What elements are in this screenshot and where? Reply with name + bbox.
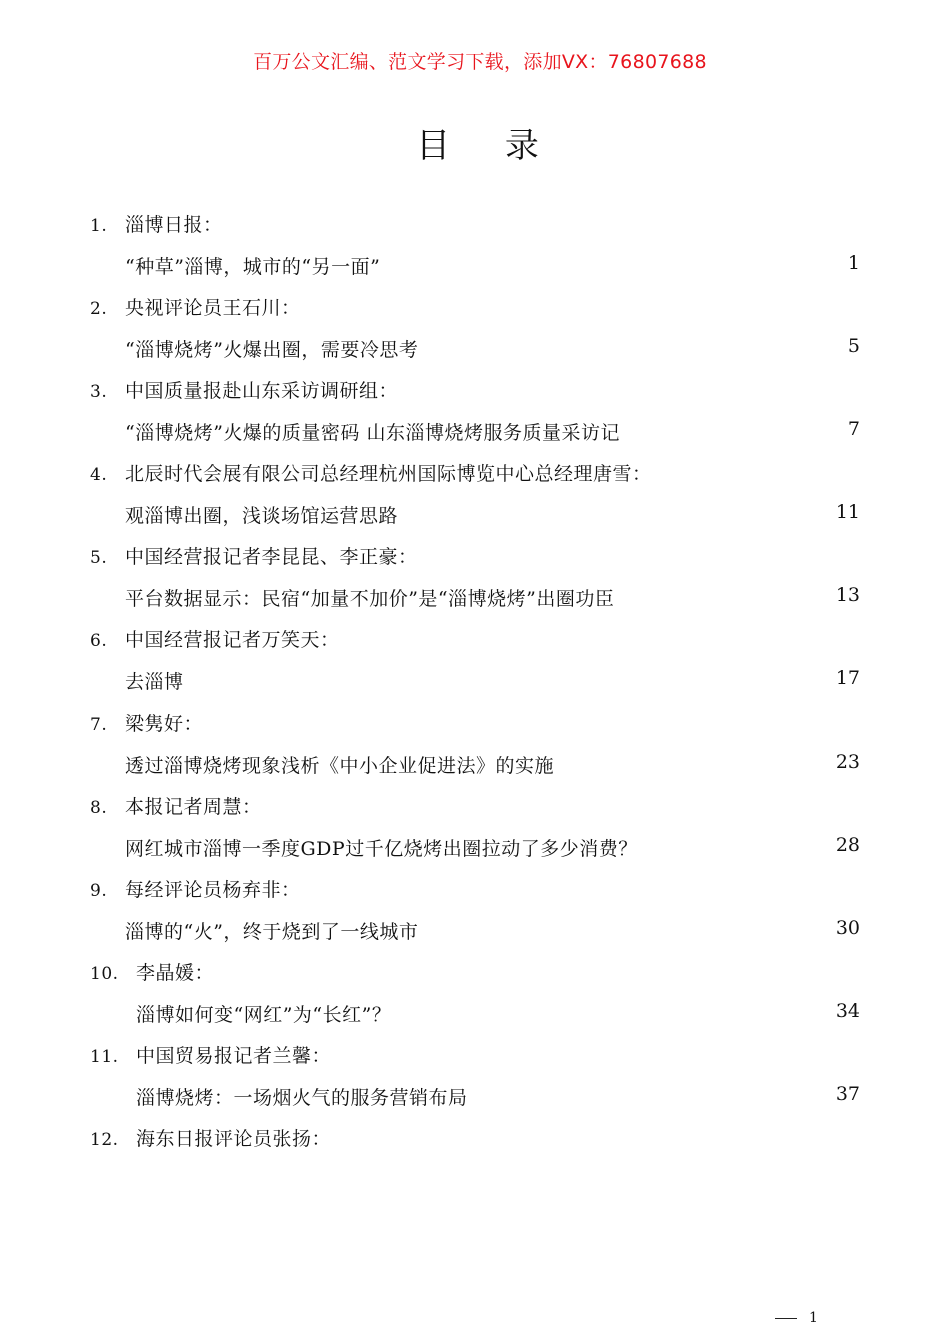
toc-entry-number: 12. bbox=[90, 1130, 119, 1151]
toc-entry-10[interactable] bbox=[0, 952, 950, 1035]
toc-entry-article: “种草”淄博，城市的“另一面” bbox=[125, 256, 381, 278]
toc-entry-4[interactable] bbox=[0, 453, 950, 536]
toc-entry-number: 2. bbox=[90, 299, 108, 320]
toc-entry-number: 4. bbox=[90, 465, 108, 486]
toc-entry-source: 本报记者周慧： bbox=[125, 795, 262, 818]
toc-entry-article: 淄博如何变“网红”为“长红”？ bbox=[136, 1003, 392, 1026]
toc-entry-12[interactable] bbox=[0, 1118, 950, 1201]
toc-entry-number: 9. bbox=[90, 880, 108, 901]
toc-entry-heading bbox=[90, 210, 223, 237]
toc-entry-page: 1 bbox=[847, 252, 860, 274]
toc-entry-9[interactable] bbox=[0, 869, 950, 952]
toc-entry-heading bbox=[90, 709, 203, 736]
toc-entry-page: 13 bbox=[835, 584, 860, 607]
toc-entry-heading bbox=[90, 625, 340, 652]
toc-entry-heading bbox=[90, 376, 398, 403]
toc-entry-5[interactable] bbox=[0, 536, 950, 619]
toc-entry-page: 17 bbox=[835, 667, 860, 690]
toc-entry-source: 北辰时代会展有限公司总经理杭州国际博览中心总经理唐雪： bbox=[125, 463, 652, 486]
page-footer bbox=[775, 1310, 818, 1326]
toc-entry-page: 37 bbox=[835, 1082, 860, 1105]
toc-entry-page: 23 bbox=[835, 750, 860, 773]
toc-entry-source: 中国经营报记者万笑天： bbox=[125, 629, 340, 652]
toc-entry-source: 淄博日报： bbox=[125, 214, 223, 236]
toc-entry-page: 34 bbox=[835, 999, 860, 1022]
toc-entry-article: 网红城市淄博一季度GDP过千亿烧烤出圈拉动了多少消费？ bbox=[125, 837, 638, 860]
toc-entry-source: 央视评论员王石川： bbox=[125, 297, 301, 320]
toc-entry-heading bbox=[90, 1124, 331, 1151]
toc-entry-11[interactable] bbox=[0, 1035, 950, 1118]
toc-entry-number: 11. bbox=[90, 1046, 119, 1067]
toc-entry-page: 7 bbox=[847, 418, 860, 441]
toc-entry-2[interactable] bbox=[0, 287, 950, 370]
toc-entry-heading bbox=[90, 293, 301, 320]
page-title: 目 录 bbox=[416, 126, 561, 166]
toc-entry-article: 平台数据显示：民宿“加量不加价”是“淄博烧烤”出圈功臣 bbox=[125, 588, 615, 611]
toc-entry-page: 28 bbox=[835, 833, 860, 856]
toc-entry-1[interactable] bbox=[0, 204, 950, 287]
toc-entry-article: “淄博烧烤”火爆出圈，需要冷思考 bbox=[125, 339, 419, 362]
toc-entry-page: 11 bbox=[835, 501, 860, 524]
toc-entry-source: 每经评论员杨弃非： bbox=[125, 878, 301, 901]
toc-entry-article: 透过淄博烧烤现象浅析《中小企业促进法》的实施 bbox=[125, 754, 555, 777]
toc-entry-source: 梁隽好： bbox=[125, 712, 204, 735]
toc-entry-7[interactable] bbox=[0, 703, 950, 786]
toc-entry-page: 5 bbox=[847, 335, 860, 358]
toc-entry-source: 李晶媛： bbox=[136, 961, 215, 984]
footer-page-number: 1 bbox=[809, 1310, 818, 1326]
toc-entry-number: 8. bbox=[90, 797, 108, 818]
toc-entry-heading bbox=[90, 542, 418, 569]
table-of-contents bbox=[0, 204, 950, 1201]
toc-entry-source: 海东日报评论员张扬： bbox=[136, 1128, 332, 1151]
toc-entry-number: 1. bbox=[90, 216, 108, 236]
toc-entry-heading bbox=[90, 958, 214, 985]
toc-entry-number: 3. bbox=[90, 382, 108, 403]
toc-entry-article: “淄博烧烤”火爆的质量密码 山东淄博烧烤服务质量采访记 bbox=[125, 422, 620, 445]
toc-entry-source: 中国质量报赴山东采访调研组： bbox=[125, 380, 399, 403]
toc-entry-number: 5. bbox=[90, 548, 108, 569]
toc-entry-6[interactable] bbox=[0, 619, 950, 702]
toc-entry-source: 中国贸易报记者兰馨： bbox=[136, 1044, 332, 1067]
toc-entry-source: 中国经营报记者李昆昆、李正豪： bbox=[125, 546, 418, 569]
watermark-banner: 百万公文汇编、范文学习下载，添加VX：76807688 bbox=[253, 51, 707, 73]
toc-entry-heading bbox=[90, 875, 301, 902]
toc-entry-number: 7. bbox=[90, 714, 108, 735]
toc-entry-number: 10. bbox=[90, 963, 119, 984]
toc-entry-article: 观淄博出圈，浅谈场馆运营思路 bbox=[125, 505, 399, 528]
toc-entry-heading bbox=[90, 459, 652, 486]
toc-entry-3[interactable] bbox=[0, 370, 950, 453]
footer-dash bbox=[775, 1318, 797, 1319]
toc-entry-8[interactable] bbox=[0, 786, 950, 869]
toc-entry-article: 淄博的“火”，终于烧到了一线城市 bbox=[125, 920, 419, 943]
toc-entry-heading bbox=[90, 792, 262, 819]
toc-entry-number: 6. bbox=[90, 631, 108, 652]
toc-entry-article: 淄博烧烤：一场烟火气的服务营销布局 bbox=[136, 1086, 468, 1109]
toc-entry-heading bbox=[90, 1041, 331, 1068]
toc-entry-article: 去淄博 bbox=[125, 671, 184, 694]
toc-entry-page: 30 bbox=[835, 916, 860, 939]
